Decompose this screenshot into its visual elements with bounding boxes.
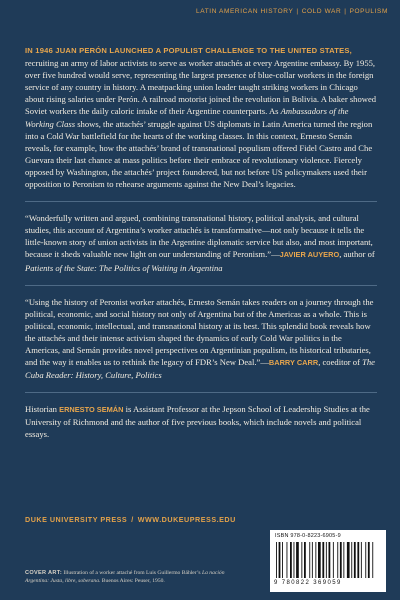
barcode-bars	[274, 542, 382, 580]
quote-text: “Wonderfully written and argued, combining transnational history, political analysis, and cultural studies, this account of Argentina’s worker attachés is transformative—not only because it tells the little-known story of union activists in the Argentine diplomatic service but also, and most important, because it sheds valuable new light on our understanding of Peronism.”	[25, 213, 373, 260]
description-book-title: Ambassadors of the Working Class	[25, 106, 349, 129]
endorsement-quote	[25, 296, 377, 382]
divider	[25, 392, 377, 393]
quote-author-work: The Cuba Reader: History, Culture, Politics	[25, 357, 375, 381]
publisher-url[interactable]: WWW.DUKEUPRESS.EDU	[137, 515, 236, 524]
quote-author: JAVIER AUYERO	[279, 250, 340, 260]
category-separator: |	[344, 8, 347, 15]
bio-text: is Assistant Professor at the Jepson School of Leadership Studies at the University of Richmond and the author of five previous books, which include novels and political essays.	[25, 404, 370, 440]
description-body-2: shows, the attachés’ struggle against US diplomats in Latin America turned the region into a Cold War battlefield for the hearts of the working classes. In this context, Ernesto Semán reveals, for example, how the attachés’ brand of transnational populism offered Fidel Castro and Che Guevara their last chance at mass politics before their embrace of revolutionary violence. Fiercely opposed by Washington, the attachés’ project foundered, but not before US policymakers used their opposition to Peronism to rehearse arguments against the New Deal’s legacies.	[25, 118, 373, 190]
quote-author-role: , author of	[339, 249, 375, 260]
quote-author: BARRY CARR	[268, 358, 319, 368]
cover-art-tail: Buenos Aires: Peuser, 1950.	[100, 578, 165, 584]
category-line	[196, 8, 388, 15]
book-description	[25, 44, 377, 190]
endorsement-quote	[25, 212, 377, 273]
cover-art-text: Illustration of a worker attaché from Luis Guillermo Bähler’s	[61, 570, 202, 576]
description-lead: IN 1946 JUAN PERÓN LAUNCHED A POPULIST CHALLENGE TO THE UNITED STATES,	[25, 46, 352, 55]
publisher-line	[25, 515, 236, 524]
isbn-barcode	[270, 530, 386, 592]
publisher-name: DUKE UNIVERSITY PRESS	[25, 515, 128, 524]
quote-dash: —	[271, 249, 280, 260]
quote-dash: —	[260, 357, 269, 368]
quote-author-role: , coeditor of	[318, 357, 363, 368]
author-bio	[25, 403, 377, 440]
quote-text: “Using the history of Peronist worker attachés, Ernesto Semán takes readers on a journey through the political, economic, and social history not only of Argentina but of the Americas as a whole. This is political, economic, intellectual, and transnational history at its best. This splendid book reveals how the attachés and their intense activism shaped the dynamics of early Cold War politics in the Americas, and Semán provides novel perspectives on Argentinian populism, its historical tributaries, and the way it enables us to rethink the legacy of FDR’s New Deal.”	[25, 296, 374, 368]
category-separator: |	[296, 8, 299, 15]
back-cover-content	[25, 44, 377, 441]
category-populism: POPULISM	[349, 8, 388, 15]
cover-art-label: COVER ART:	[25, 570, 62, 576]
publisher-separator: /	[131, 515, 134, 524]
bio-author-name: ERNESTO SEMÁN	[59, 405, 124, 415]
divider	[25, 285, 377, 286]
category-latin-american-history: LATIN AMERICAN HISTORY	[196, 8, 294, 15]
cover-art-credit	[25, 569, 240, 585]
bio-prefix: Historian	[25, 404, 60, 415]
cover-art-work: La nación Argentina: Justa, libre, soberana.	[25, 570, 225, 584]
description-body-1: recruiting an army of labor activists to serve as worker attachés at every Argentine embassy. By 1955, over five hundred would serve, representing the largest presence of blue-collar workers in the foreign service of any country in history. A meatpacking union leader taught striking workers in Chicago about rising salaries under Perón. A railroad motorist joined the revolution in Bolivia. A baker showed Soviet workers the daily caloric intake of their Argentine counterparts. As	[25, 58, 377, 117]
isbn-number: ISBN 978-0-8223-6905-9	[275, 533, 341, 539]
barcode-digits: 9 780822 369059	[274, 580, 342, 586]
quote-author-work: Patients of the State: The Politics of Waiting in Argentina	[25, 262, 223, 273]
category-cold-war: COLD WAR	[301, 8, 342, 15]
divider	[25, 201, 377, 202]
